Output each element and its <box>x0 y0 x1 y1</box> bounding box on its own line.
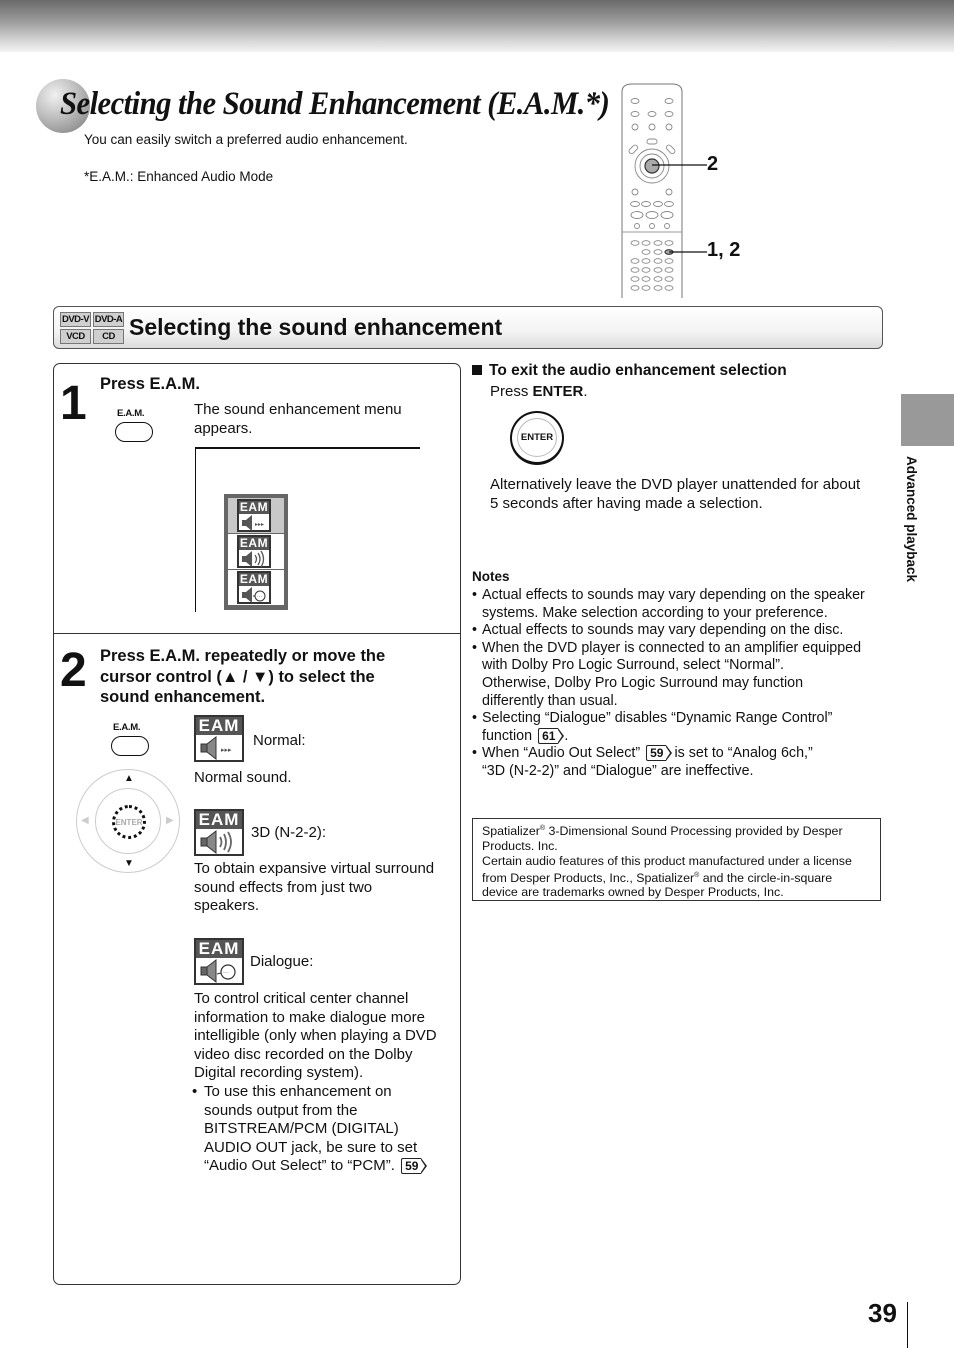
arrow-left-icon: ◀ <box>81 815 89 826</box>
menu-item-normal <box>228 498 284 533</box>
eam-footnote: *E.A.M.: Enhanced Audio Mode <box>84 169 274 184</box>
note-item: • Actual effects to sounds may vary depending on the speaker systems. Make selection according to your preference. <box>472 587 884 622</box>
menu-item-dialogue <box>228 570 284 605</box>
mode-normal-name: Normal: <box>253 732 306 749</box>
step-1-number: 1 <box>60 377 87 430</box>
callout-lines <box>650 160 710 260</box>
speaker-normal-icon: EAM ▸▸▸ <box>237 499 271 532</box>
mode-dialogue-description: To control critical center channel information to make dialogue more intelligible (only when playing a DVD video disc recorded on the Dolby Digital recording system). <box>194 990 437 1081</box>
svg-text:▸▸▸: ▸▸▸ <box>221 747 232 754</box>
section-title: Selecting the sound enhancement <box>129 314 503 340</box>
top-gradient-band <box>0 0 954 52</box>
page-ref-61[interactable]: 61 <box>538 728 558 744</box>
speaker-normal-icon: EAM ▸▸▸ <box>194 715 244 762</box>
note-item: • Selecting “Dialogue” disables “Dynamic Range Control” function 61 . <box>472 710 884 745</box>
square-bullet-icon <box>472 365 482 375</box>
badge-dvd-a: DVD-A <box>94 314 123 325</box>
arrow-down-icon: ▼ <box>124 858 134 869</box>
page-number: 39 <box>868 1298 897 1328</box>
step-2-heading: Press E.A.M. repeatedly or move the cursor control (▲ / ▼) to select the sound enhancement. <box>100 647 386 706</box>
speaker-3d-icon: EAM <box>237 535 271 568</box>
callout-label-enter: 2 <box>707 153 719 175</box>
eam-button-icon <box>115 422 153 442</box>
page-ref-59[interactable]: 59 <box>401 1158 421 1174</box>
step-1-description-line1: The sound enhancement menu <box>194 401 402 418</box>
badge-dvd-v: DVD-V <box>61 314 90 325</box>
mode-dialogue-name: Dialogue: <box>250 953 314 970</box>
exit-instruction: Press ENTER. <box>490 383 588 400</box>
mode-dialogue-bullet: • To use this enhancement on sounds output from the BITSTREAM/PCM (DIGITAL) AUDIO OUT jack, be sure to set “Audio Out Select” to “PCM”. 59 <box>192 1083 429 1176</box>
notes-list <box>472 587 884 781</box>
page-ref-59[interactable]: 59 <box>646 745 666 761</box>
svg-text:▸▸▸: ▸▸▸ <box>255 522 265 528</box>
up-down-arrows-icon: ▲ / ▼ <box>221 667 269 686</box>
cursor-control-dpad-icon <box>76 769 180 873</box>
badge-vcd: VCD <box>60 329 91 344</box>
step-2-number: 2 <box>60 644 87 697</box>
eam-button-icon <box>111 736 149 756</box>
notes-title: Notes <box>472 569 510 584</box>
eam-button-label: E.A.M. <box>117 408 145 419</box>
trademark-notice: Spatializer® 3-Dimensional Sound Processing provided by Desper Products. Inc. Certain audio features of this product manufactured under a license from Desper Products, Inc., Spatializer® and the circle-in-square device are trademarks owned by Desper Products, Inc. <box>472 818 881 901</box>
page-number-rule <box>907 1302 908 1348</box>
exit-heading: To exit the audio enhancement selection <box>472 362 787 380</box>
svg-text:···: ··· <box>223 970 229 976</box>
exit-alternative-text: Alternatively leave the DVD player unattended for about 5 seconds after having made a selection. <box>490 476 861 512</box>
svg-text:···: ··· <box>257 594 262 600</box>
callout-label-eam: 1, 2 <box>707 239 741 261</box>
note-item: • Actual effects to sounds may vary depending on the disc. <box>472 622 884 640</box>
chapter-tab-marker <box>901 394 954 446</box>
step-1-description-line2: appears. <box>194 420 253 437</box>
mode-3d-name: 3D (N-2-2): <box>251 824 327 841</box>
page-title: Selecting the Sound Enhancement (E.A.M.*) <box>60 86 610 122</box>
speaker-dialogue-icon: EAM ··· <box>237 571 271 604</box>
note-item: • When the DVD player is connected to an amplifier equipped with Dolby Pro Logic Surround, select “Normal”. Otherwise, Dolby Pro Logic Surround may function differently than usual. <box>472 640 884 710</box>
speaker-3d-icon: EAM <box>194 809 244 856</box>
mode-normal-description: Normal sound. <box>194 769 292 786</box>
eam-on-screen-menu <box>224 494 288 610</box>
intro-text: You can easily switch a preferred audio enhancement. <box>84 132 408 147</box>
step-divider <box>54 633 460 634</box>
mode-3d-description: To obtain expansive virtual surround sound effects from just two speakers. <box>194 860 435 914</box>
step-1-heading: Press E.A.M. <box>100 375 200 393</box>
menu-item-3d <box>228 534 284 569</box>
enter-knob-icon: ENTER <box>112 805 146 839</box>
badge-cd: CD <box>93 329 124 344</box>
enter-button-icon: ENTER <box>510 411 564 465</box>
disc-type-badges <box>60 312 124 344</box>
note-item: • When “Audio Out Select” 59 is set to “Analog 6ch,” “3D (N-2-2)” and “Dialogue” are ineffective. <box>472 745 884 780</box>
speaker-dialogue-icon: EAM ··· <box>194 938 244 985</box>
eam-button-label: E.A.M. <box>113 722 141 733</box>
section-header <box>53 306 883 349</box>
chapter-label: Advanced playback <box>904 456 919 583</box>
arrow-up-icon: ▲ <box>124 773 134 784</box>
arrow-right-icon: ▶ <box>166 815 174 826</box>
steps-panel <box>53 363 461 1285</box>
